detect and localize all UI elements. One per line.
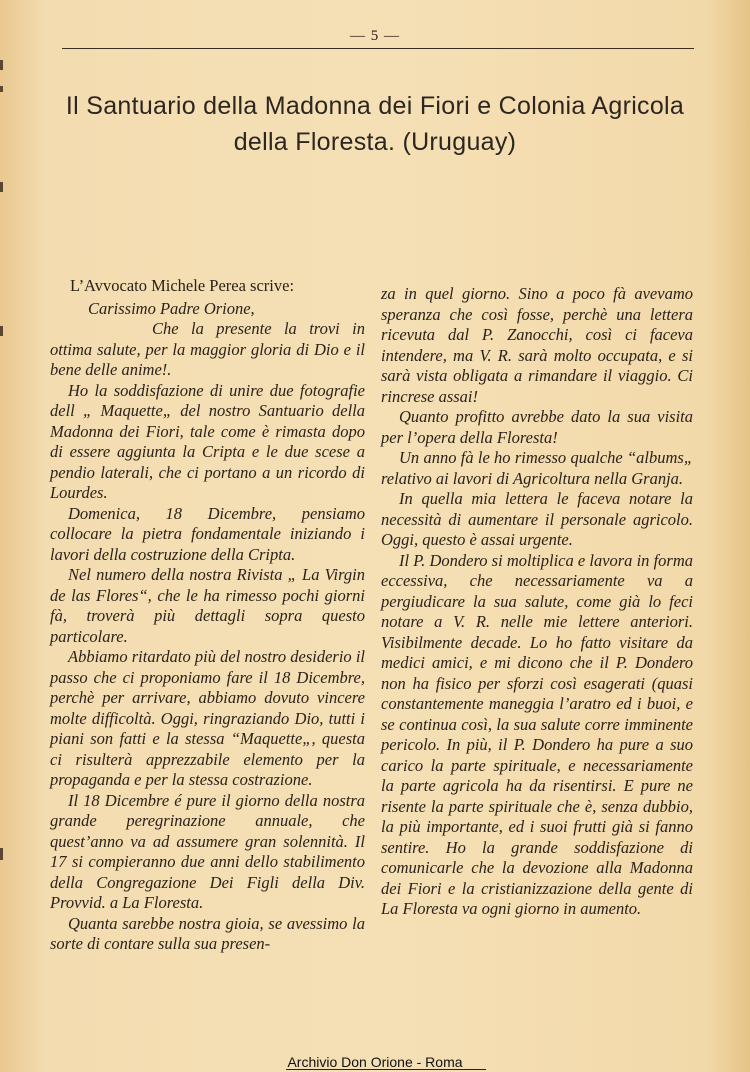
paragraph: Nel numero della nostra Rivista „ La Virgin de las Flores“, che le ha rimesso pochi giorni fà, troverà più dettagli sopra questo particolare. xyxy=(50,565,365,646)
archive-footer: Archivio Don Orione - Roma xyxy=(287,1054,463,1070)
paragraph: Abbiamo ritardato più del nostro desiderio il passo che ci proponiamo fare il 18 Dicembre, perchè per arrivare, abbiamo dovuto vincere molte difficoltà. Oggi, ringraziando Dio, tutti i piani son fatti e la stessa “Maquette„, questa ci risulterà apprezzabile elemento per la propaganda e per la stessa costrazione. xyxy=(50,647,365,789)
paragraph: Domenica, 18 Dicembre, pensiamo collocare la pietra fondamentale iniziando i lavori della costruzione della Cripta. xyxy=(50,503,365,564)
header-rule xyxy=(62,48,694,49)
binding-mark xyxy=(0,326,3,336)
binding-mark xyxy=(0,86,3,92)
right-column xyxy=(381,284,693,920)
article-title: Il Santuario della Madonna dei Fiori e Colonia Agricola della Floresta. (Uruguay) xyxy=(65,92,685,156)
binding-mark xyxy=(0,60,3,70)
page-number: — 5 — xyxy=(350,28,400,44)
paragraph: Ho la soddisfazione di unire due fotografie dell „ Maquette„ del nostro Santuario della Madonna dei Fiori, tale come è rimasta dopo di essere aggiunta la Cripta e le due scese a pendio laterali, che ci portano a un ricordo di Lourdes. xyxy=(50,380,365,502)
salutation: Carissimo Padre Orione, xyxy=(88,298,255,318)
paragraph: Un anno fà le ho rimesso qualche “albums„ relativo ai lavori di Agricoltura nella Granja. xyxy=(381,448,693,488)
paragraph: za in quel giorno. Sino a poco fà avevamo speranza che così fosse, perchè una lettera ricevuta dal P. Zanocchi, così ci faceva intendere, ma V. R. sarà molto occupata, e si sarà vista obligata a rimandare il viaggio. Ci rincrese assai! xyxy=(381,284,693,406)
left-column xyxy=(50,276,365,955)
paragraph: Quanto profitto avrebbe dato la sua visita per l’opera della Floresta! xyxy=(381,407,693,447)
letter-intro: L’Avvocato Michele Perea scrive: xyxy=(70,276,295,295)
paragraph: Il 18 Dicembre é pure il giorno della nostra grande peregrinazione annuale, che quest’anno va ad assumere gran solennità. Il 17 si compieranno due anni dello stabilimento della Congregazione Dei Figli della Div. Provvid. a La Floresta. xyxy=(50,790,365,912)
paragraph: In quella mia lettera le faceva notare la necessità di aumentare il personale agricolo. Oggi, questo è assai urgente. xyxy=(381,489,693,549)
binding-mark xyxy=(0,848,3,860)
paragraph: Che la presente la trovi in ottima salute, per la maggior gloria di Dio e il bene delle anime!. xyxy=(50,319,365,379)
paragraph: Quanta sarebbe nostra gioia, se avessimo la sorte di contare sulla sua presen- xyxy=(50,913,365,953)
footer-rule xyxy=(286,1069,486,1070)
binding-mark xyxy=(0,182,3,192)
paragraph: Il P. Dondero si moltiplica e lavora in forma eccessiva, che necessariamente va a pergiudicare la sua salute, come già lo feci notare a V. R. nelle mie lettere anteriori. Visibilmente decade. Lo ho fatto visitare da medici amici, e mi dicono che il P. Dondero non ha fisico per sforzi così esagerati (quasi constantemente maneggia l’aratro ed i buoi, e se continua così, la sua salute corre imminente pericolo. In più, il P. Dondero ha pure a suo carico la parte spirituale, e necessariamente la parte agricola ha da risentirsi. E pure ne risente la parte spirituale che è, senza dubbio, la più importante, ed i suoi frutti già si fanno sentire. Ho la grande soddisfazione di comunicarle che la devozione alla Madonna dei Fiori e la cristianizzazione della gente di La Floresta va ogni giorno in aumento. xyxy=(381,550,693,918)
